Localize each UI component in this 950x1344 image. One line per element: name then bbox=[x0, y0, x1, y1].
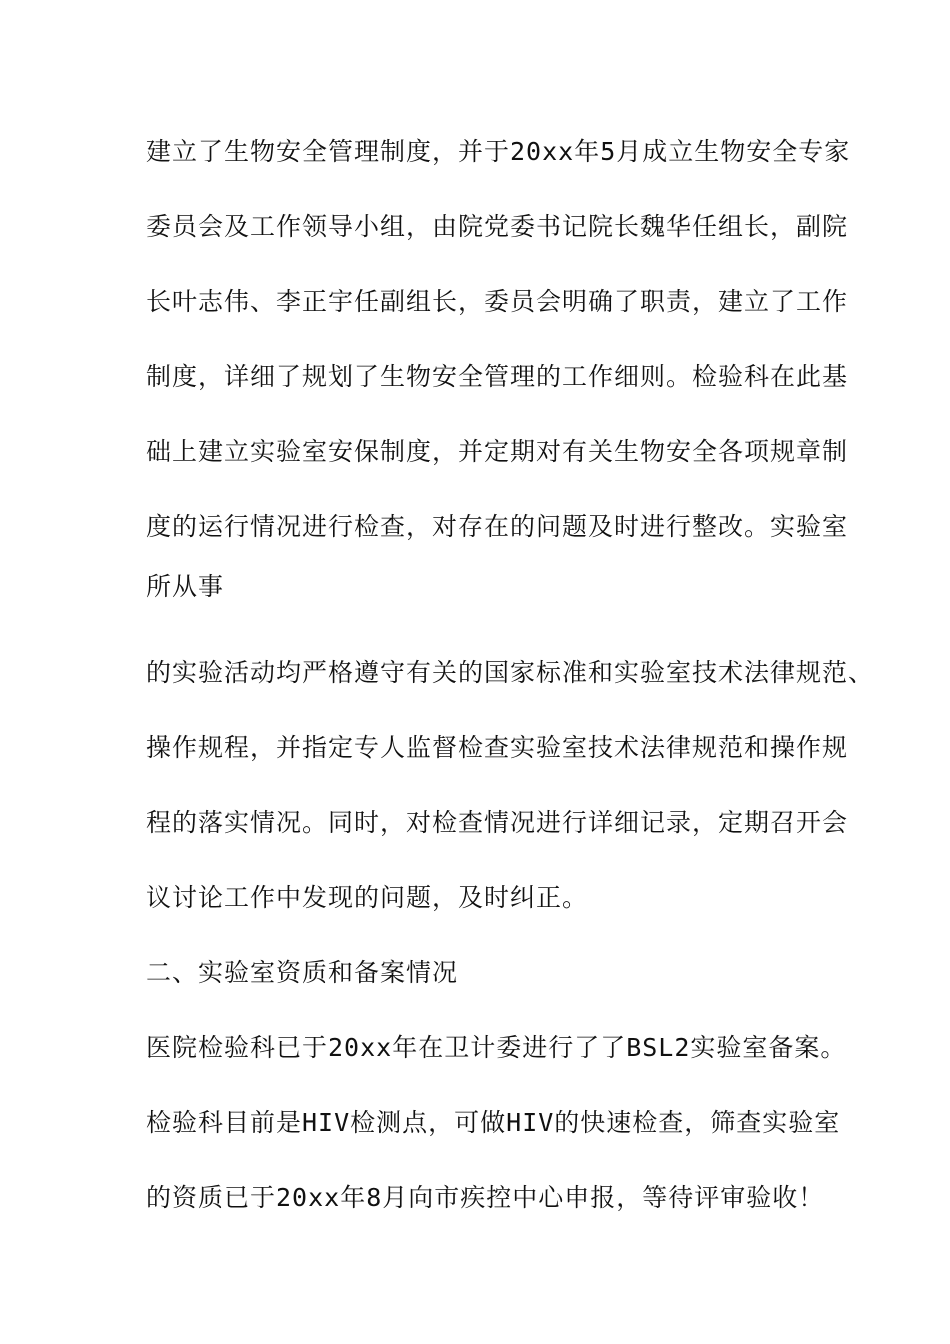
paragraph-line: 操作规程，并指定专人监督检查实验室技术法律规范和操作规 bbox=[146, 733, 849, 762]
paragraph-line: 长叶志伟、李正宇任副组长，委员会明确了职责，建立了工作 bbox=[146, 287, 849, 316]
paragraph-line: 程的落实情况。同时，对检查情况进行详细记录，定期召开会 bbox=[146, 808, 849, 837]
paragraph-line: 医院检验科已于20xx年在卫计委进行了了BSL2实验室备案。 bbox=[146, 1033, 847, 1062]
paragraph-line: 础上建立实验室安保制度，并定期对有关生物安全各项规章制 bbox=[146, 437, 849, 466]
paragraph-line: 度的运行情况进行检查，对存在的问题及时进行整改。实验室 bbox=[146, 512, 849, 541]
paragraph-line: 的资质已于20xx年8月向市疾控中心申报，等待评审验收！ bbox=[146, 1183, 825, 1212]
paragraph-line: 制度，详细了规划了生物安全管理的工作细则。检验科在此基 bbox=[146, 362, 849, 391]
paragraph-line: 议讨论工作中发现的问题，及时纠正。 bbox=[146, 883, 589, 912]
paragraph-line: 建立了生物安全管理制度，并于20xx年5月成立生物安全专家 bbox=[146, 137, 851, 166]
paragraph-line: 检验科目前是HIV检测点，可做HIV的快速检查，筛查实验室 bbox=[146, 1108, 841, 1137]
paragraph-line: 委员会及工作领导小组，由院党委书记院长魏华任组长，副院 bbox=[146, 212, 849, 241]
paragraph-line: 所从事 bbox=[146, 572, 225, 601]
section-heading: 二、实验室资质和备案情况 bbox=[146, 958, 459, 987]
paragraph-line: 的实验活动均严格遵守有关的国家标准和实验室技术法律规范、 bbox=[146, 658, 875, 687]
